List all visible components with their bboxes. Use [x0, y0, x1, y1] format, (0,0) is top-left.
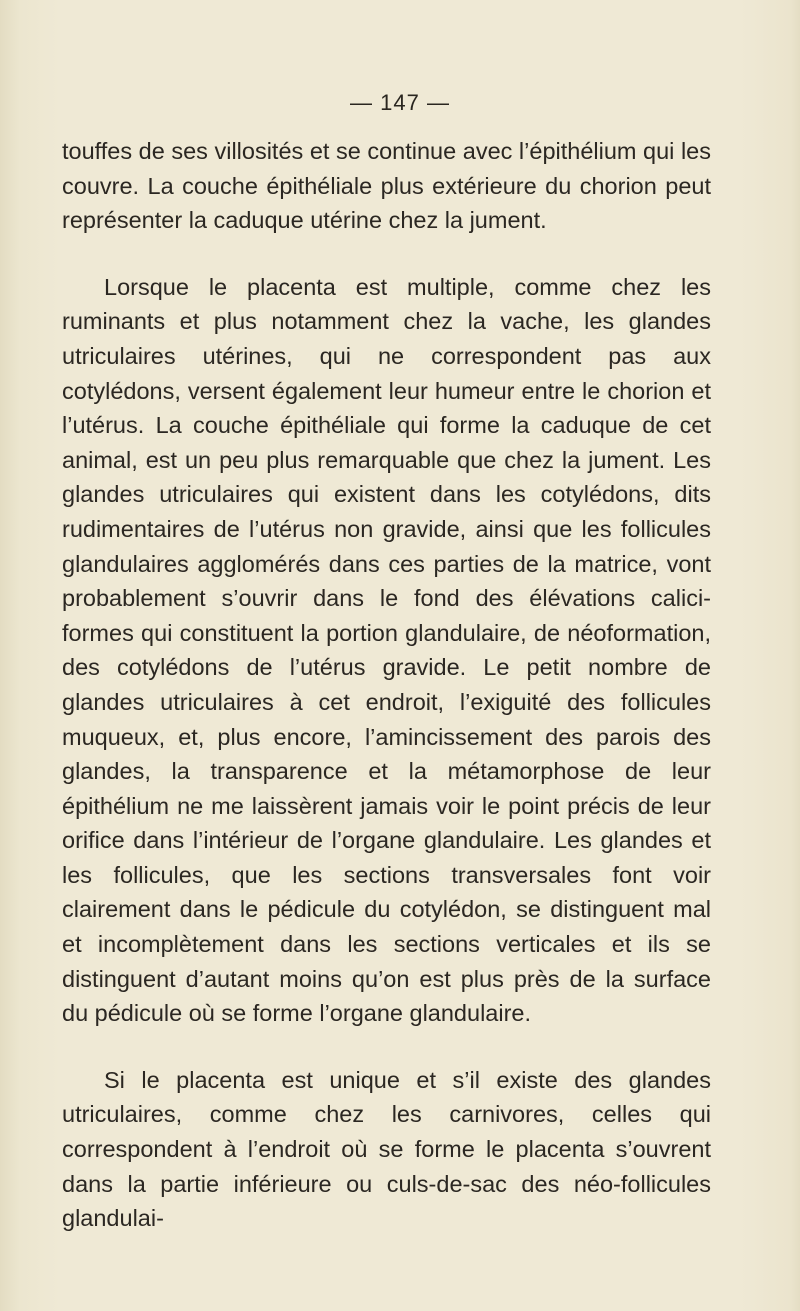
paragraph: touffes de ses villosités et se continue avec l’épithélium qui les couvre. La couche épithéliale plus extérieure du chorion peut représenter la caduque utérine chez la jument. — [62, 138, 711, 234]
body-text — [62, 134, 711, 1236]
paragraph: Si le placenta est unique et s’il existe des glandes utriculaires, comme chez les carnivores, celles qui correspondent à l’endroit où se forme le placenta s’ouvrent dans la partie inférieure ou culs-de-sac des néo-follicules glandulai- — [62, 1066, 711, 1232]
paragraph: Lorsque le placenta est multiple, comme chez les ruminants et plus notamment chez la vache, les glandes utriculaires utérines, qui ne correspondent pas aux cotylédons, versent également leur humeur entre le chorion et l’utérus. La couche épithéliale qui forme la caduque de cet animal, est un peu plus remarquable que chez la jument. Les glandes utriculaires qui existent dans les cotylédons, dits rudimentaires de l’utérus non gravide, ainsi que les follicules glandulaires agglomérés dans ces parties de la matrice, vont probablement s’ouvrir dans le fond des élévations calici-formes qui constituent la portion glandulaire, de néoformation, des cotylédons de l’utérus gravide. Le petit nombre de glandes utriculaires à cet endroit, l’exiguité des follicules muqueux, et, plus encore, l’amincissement des parois des glandes, la transparence et la métamorphose de leur épithélium ne me laissèrent jamais voir le point précis de leur orifice dans l’intérieur de l’organe glandulaire. Les glandes et les follicules, que les sections transversales font voir clairement dans le pédicule du cotylédon, se distinguent mal et incomplètement dans les sections verticales et ils se distinguent d’autant moins qu’on est plus près de la surface du pédicule où se forme l’organe glandulaire. — [62, 273, 711, 1027]
page-number: — 147 — — [350, 90, 450, 115]
